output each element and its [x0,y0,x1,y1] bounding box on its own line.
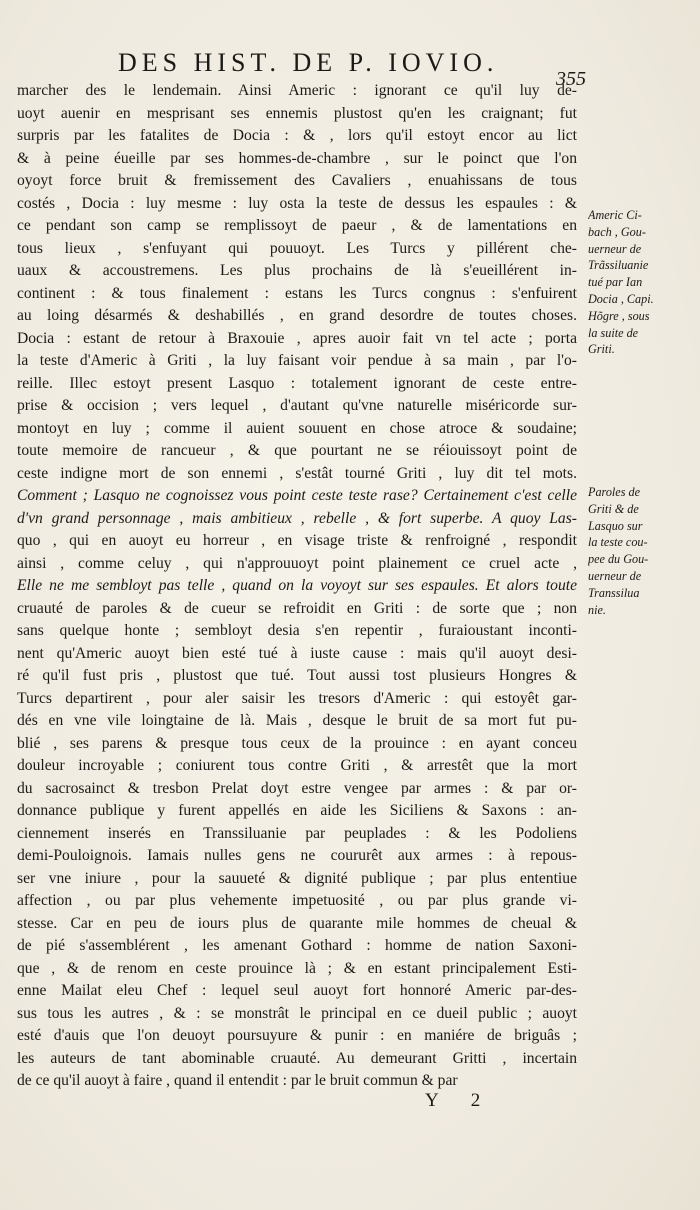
margin-note-paroles [588,484,700,618]
text-line: & à peine éueille par ses hommes-de-chambre , sur le poinct que l'on [17,149,577,167]
margin-note-line: la teste cou- [588,535,648,550]
margin-note-line: Transsilua [588,585,640,600]
text-line: prise & occision ; vers lequel , d'autant qu'vne naturelle miséricorde sur- [17,397,577,414]
margin-note-line: uerneur de [588,241,642,256]
margin-note-line: Griti & de [588,501,639,516]
margin-note-line: Griti. [588,342,615,357]
text-line: Docia : estant de retour à Braxouie , apres auoir fait vn tel acte ; porta [17,329,577,347]
text-line: au loing désarmés & deshabillés , en grand desordre de toutes choses. [17,307,577,324]
text-line: toute memoire de rancueur , & que pourtant ne se réiouissoyt point de [17,442,577,459]
text-line: sans quelque honte ; sembloyt desia s'en repentir , furaioustant inconti- [17,622,577,639]
text-line: de pié s'assemblérent , les amenant Gothard : homme de nation Saxoni- [17,937,577,954]
text-line: affection , ou par plus vehemente impetuosité , ou par plus grande vi- [17,892,577,909]
text-line: oyoyt force bruit & fremissement des Cavaliers , enuahissans de tous [17,172,577,189]
signature-mark: Y 2 [425,1090,495,1111]
text-line: d'vn grand personnage , mais ambitieux , rebelle , & fort superbe. A quoy Las- [17,509,577,527]
text-line: enne Mailat eleu Chef : lequel seul auoyt fort honnoré Americ par-des- [17,982,577,999]
text-line: reille. Illec estoyt present Lasquo : totalement ignorant de ceste entre- [17,374,577,392]
text-line: ceste indigne mort de son ennemi , s'estât tourné Griti , luy dit tel mots. [17,464,577,482]
text-line: nent qu'Americ auoyt bien esté tué à iuste cause : mais qu'il auoyt desi- [17,644,577,662]
text-line: douleur incroyable ; coniurent tous contre Griti , & arrestêt que la mort [17,757,577,774]
text-line: costés , Docia : luy mesme : luy osta la teste de dessus les espaules : & [17,194,577,212]
text-line: uoyt auenir en mesprisant ses ennemis plustost qu'en les craignant; fut [17,104,577,122]
text-line: donnance publique y furent appellés en aide les Siciliens & Saxons : an- [17,802,577,819]
text-line: Elle ne me sembloyt pas telle , quand on la voyoyt sur ses espaules. Et alors toute [17,577,577,594]
margin-note-line: uerneur de [588,568,642,583]
margin-note-line: la suite de [588,325,639,340]
margin-note-line: bach , Gou- [588,224,646,239]
margin-note-line: Trãssiluanie [588,258,649,273]
text-line: Turcs departirent , pour aler saisir les tresors d'Americ : qui estoyêt gar- [17,689,577,707]
text-line: surpris par les fatalites de Docia : & , lors qu'il estoyt encor au lict [17,127,577,144]
text-line: ainsi , comme celuy , qui n'approuuoyt point plainement ce cruel acte , [17,554,577,572]
text-line: Comment ; Lasquo ne cognoissez vous point ceste teste rase? Certainement c'est celle [17,487,577,504]
text-line: uaux & accoustremens. Les plus prochains de là s'eueillérent in- [17,262,577,279]
text-line: tous lieux , s'enfuyant qui pouuoyt. Les Turcs y pillérent che- [17,239,577,257]
margin-note-line: Paroles de [588,485,641,499]
text-line: blié , ses parens & presque tous ceux de la prouince : en ayant conceu [17,734,577,752]
text-line: de ce qu'il auoyt à faire , quand il entendit : par le bruit commun & par [17,1072,458,1089]
text-line: sus tous les autres , & : se monstrât le principal en ce dueil public ; auoyt [17,1004,577,1022]
margin-note-line: Americ Ci- [588,208,642,222]
text-line: esté d'auis que l'on deuoyt poursuyure & punir : en maniére de briguâs ; [17,1027,577,1044]
page-number: 355 [556,68,586,90]
running-head-title: DES HIST. DE P. IOVIO. [118,48,499,77]
text-line: continent : & tous finalement : estans les Turcs congnus : s'enfuirent [17,284,577,302]
text-line: quo , qui en auoyt eu horreur , en visage triste & renfroigné , respondit [17,532,577,549]
margin-note-line: Docia , Capi. [588,291,654,306]
text-line: stesse. Car en peu de iours plus de quarante mile hommes de cheual & [17,914,577,932]
text-line: les auteurs de tant abominable cruauté. Au demeurant Gritti , incertain [17,1049,577,1067]
margin-note-americ [588,207,700,358]
margin-note-line: tué par Ian [588,275,643,290]
margin-note-line: Hõgre , sous [588,308,650,323]
text-line: montoyt en luy ; comme il auient souuent en chose atroce & soudaine; [17,419,577,437]
text-line: marcher des le lendemain. Ainsi Americ : ignorant ce qu'il luy de- [17,82,577,99]
text-line: cruauté de paroles & de cueur se refroidit en Griti : de sorte que ; non [17,599,577,617]
text-line: ser vne iniure , pour la sauueté & dignité publique ; par plus ententiue [17,869,577,887]
margin-note-line: Lasquo sur [588,518,643,533]
text-line: demi-Pouloignois. Iamais nulles gens ne coururêt aux armes : à repous- [17,847,577,864]
text-line: que , & de renom en ceste prouince là ; & en estant principalement Esti- [17,959,577,977]
margin-note-line: nie. [588,602,606,617]
text-line: la teste d'Americ à Griti , la luy faisant voir pendue à sa main , par l'o- [17,352,577,369]
text-line: du sacrosainct & tresbon Prelat doyt estre vengee par armes : & par or- [17,779,577,797]
text-line: ce pendant son camp se remplissoyt de paeur , & de lamentations en [17,217,577,234]
text-line: ciennement inserés en Transsiluanie par peuplades : & les Podoliens [17,824,577,842]
text-line: ré qu'il fust pris , plustost que tué. Tout aussi tost plusieurs Hongres & [17,667,577,684]
main-text-block [17,80,577,1093]
text-line: dés en vne vile loingtaine de là. Mais , desque le bruit de sa mort fut pu- [17,712,577,729]
margin-note-line: pee du Gou- [588,552,649,567]
